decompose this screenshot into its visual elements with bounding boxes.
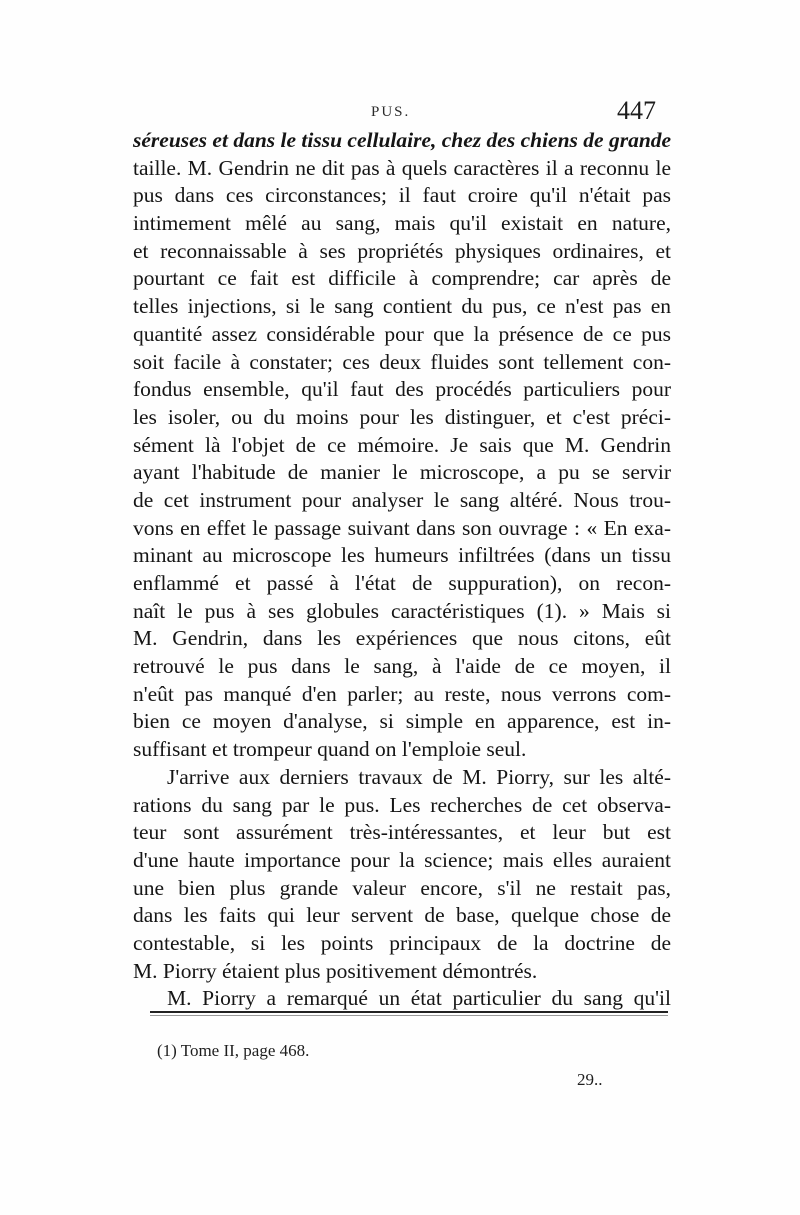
text-line: M. Piorry a remarqué un état particulier du sang qu'il (167, 986, 671, 1011)
text-line: naît le pus à ses globules caractéristiques (1). » Mais si (133, 598, 671, 623)
text-line: ayant l'habitude de manier le microscope, a pu se servir (133, 460, 671, 485)
text-line: pus dans ces circonstances; il faut croire qu'il n'était pas (133, 183, 671, 208)
text-line: pourtant ce fait est difficile à comprendre; car après de (133, 266, 671, 291)
text-line: taille. M. Gendrin ne dit pas à quels caractères il a reconnu le (133, 155, 671, 180)
text-line: enflammé et passé à l'état de suppuration), on recon- (133, 571, 671, 595)
text-line: suffisant et trompeur quand on l'emploie seul. (133, 737, 527, 762)
text-line: telles injections, si le sang contient du pus, ce n'est pas en (133, 294, 671, 319)
text-line: J'arrive aux derniers travaux de M. Piorry, sur les alté- (167, 764, 671, 789)
text-line: bien ce moyen d'analyse, si simple en apparence, est in- (133, 709, 671, 734)
text-line: M. Gendrin, dans les expériences que nous citons, eût (133, 626, 671, 651)
text-line: minant au microscope les humeurs infiltrées (dans un tissu (133, 543, 671, 568)
text-line: retrouvé le pus dans le sang, à l'aide de ce moyen, il (133, 654, 671, 679)
text-line: n'eût pas manqué d'en parler; au reste, nous verrons com- (133, 681, 671, 706)
signature-mark: 29.. (577, 1070, 603, 1089)
text-line: sément là l'objet de ce mémoire. Je sais que M. Gendrin (133, 432, 671, 457)
text-line: fondus ensemble, qu'il faut des procédés particuliers pour (133, 377, 671, 402)
text-line: séreuses et dans le tissu cellulaire, chez des chiens de grande (133, 128, 672, 152)
text-line: une bien plus grande valeur encore, s'il ne restait pas, (133, 875, 671, 900)
footnote: (1) Tome II, page 468. (157, 1041, 310, 1060)
body-text (133, 127, 671, 1013)
text-line: quantité assez considérable pour que la présence de ce pus (133, 321, 671, 346)
text-line: d'une haute importance pour la science; mais elles auraient (133, 847, 671, 872)
text-line: rations du sang par le pus. Les recherches de cet observa- (133, 792, 671, 817)
footnote-divider-thin (150, 1015, 668, 1016)
text-line: de cet instrument pour analyser le sang altéré. Nous trou- (133, 487, 671, 512)
text-line: vons en effet le passage suivant dans son ouvrage : « En exa- (133, 515, 671, 540)
text-line: intimement mêlé au sang, mais qu'il existait en nature, (133, 211, 671, 236)
running-title: PUS. (371, 104, 411, 120)
text-line: M. Piorry étaient plus positivement démontrés. (133, 958, 538, 983)
text-line: teur sont assurément très-intéressantes, et leur but est (133, 820, 671, 845)
page-number: 447 (617, 96, 656, 125)
footnote-divider (150, 1011, 668, 1013)
text-line: contestable, si les points principaux de la doctrine de (133, 930, 671, 955)
text-line: et reconnaissable à ses propriétés physiques ordinaires, et (133, 238, 671, 263)
text-line: dans les faits qui leur servent de base, quelque chose de (133, 903, 671, 928)
text-line: les isoler, ou du moins pour les distinguer, et c'est préci- (133, 404, 671, 429)
text-line: soit facile à constater; ces deux fluides sont tellement con- (133, 349, 671, 374)
